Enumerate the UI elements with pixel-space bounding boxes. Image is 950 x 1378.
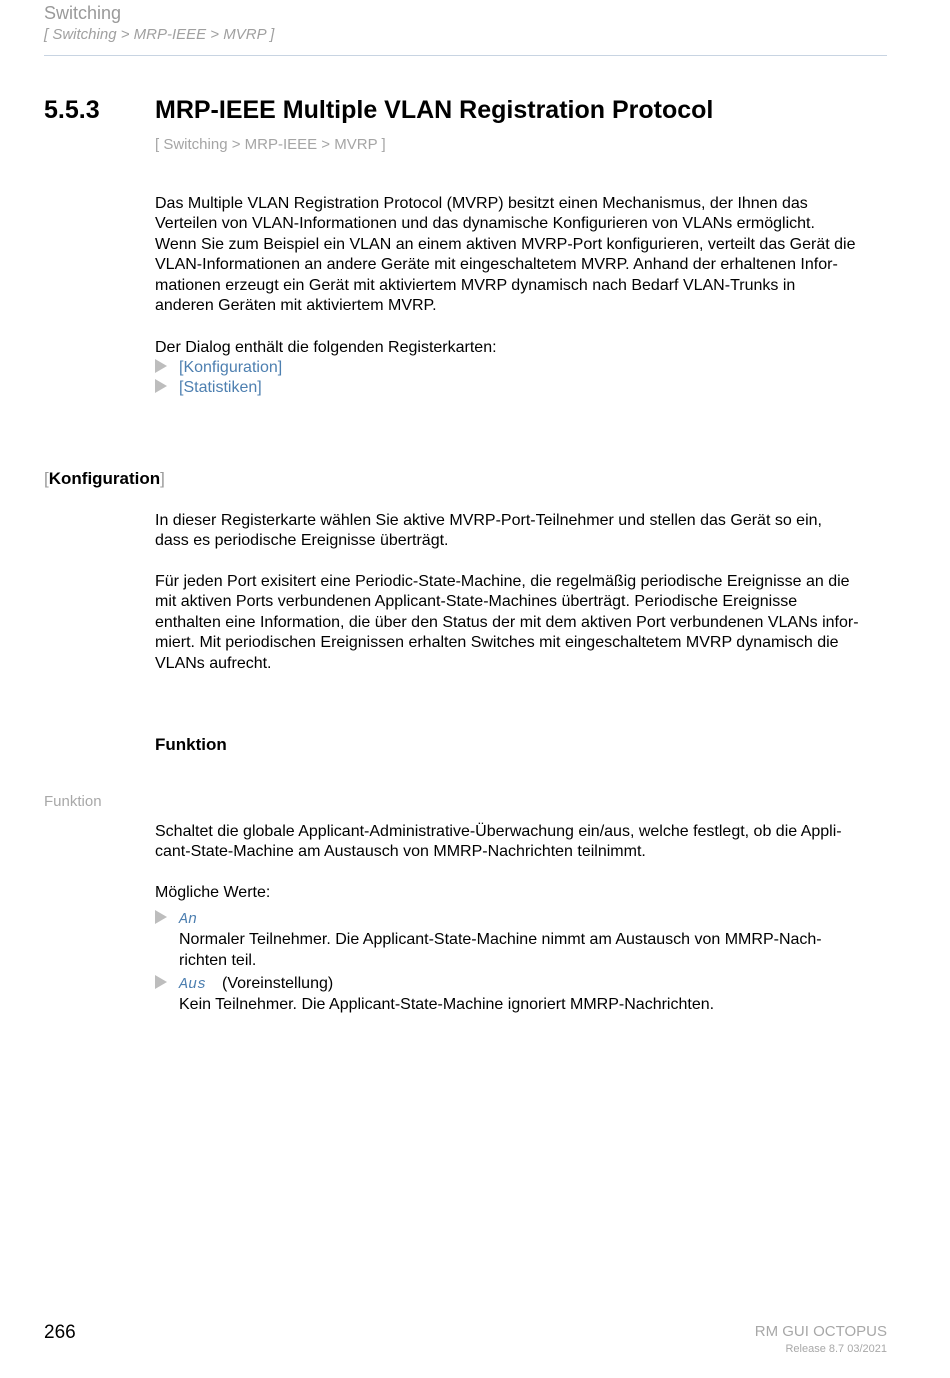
tabs-intro: Der Dialog enthält die folgenden Registerkarten: bbox=[155, 339, 497, 356]
section-breadcrumb: [ Switching > MRP-IEEE > MVRP ] bbox=[155, 136, 386, 153]
footer-product: RM GUI OCTOPUS bbox=[754, 1323, 887, 1340]
tab-link-item[interactable] bbox=[155, 378, 262, 398]
funktion-heading: Funktion bbox=[155, 735, 227, 754]
value-code-aus: Aus bbox=[179, 976, 207, 993]
section-number: 5.5.3 bbox=[44, 96, 100, 124]
value-default-note: (Voreinstellung) bbox=[222, 975, 334, 992]
intro-paragraph: Das Multiple VLAN Registration Protocol (MVRP) besitzt einen Mechanismus, der Ihnen das Verteilen von VLAN-Informationen und das dynamische Konfigurieren von VLANs ermöglicht. Wenn Sie zum Beispiel ein VLAN an einem aktiven MVRP-Port konfigurieren, verteilt das Gerät die VLAN-Informationen an andere Geräte mit eingeschaltetem MVRP. Anhand der erhaltenen Infor- mationen erzeugt ein Gerät mit aktiviertem MVRP dynamisch nach Bedarf VLAN-Trunks in anderen Geräten mit aktiviertem MVRP. bbox=[155, 195, 856, 315]
possible-values-label: Mögliche Werte: bbox=[155, 884, 271, 901]
value-item-aus: Aus (Voreinstellung) Kein Teilnehmer. Die Applicant-State-Machine ignoriert MMRP-Nachrichten. bbox=[155, 974, 714, 1016]
bullet-triangle-icon bbox=[155, 910, 167, 924]
page-number: 266 bbox=[44, 1322, 76, 1343]
value-code-an: An bbox=[179, 911, 198, 928]
header-divider bbox=[44, 55, 887, 56]
running-header-title: Switching bbox=[44, 3, 122, 23]
section-title: MRP-IEEE Multiple VLAN Registration Protocol bbox=[155, 96, 714, 124]
value-item-an: An Normaler Teilnehmer. Die Applicant-State-Machine nimmt am Austausch von MMRP-Nach- richten teil. bbox=[155, 909, 822, 971]
konfiguration-paragraph-2: Für jeden Port exisitert eine Periodic-State-Machine, die regelmäßig periodische Ereignisse an die mit aktiven Ports verbundenen Applicant-State-Machines überträgt. Periodische Ereignisse enthalten eine Information, die über den Status der mit dem aktiven Port verbundenen VLANs infor- miert. Mit periodischen Ereignissen erhalten Switches mit eingeschaltetem MVRP dynamisch die VLANs aufrecht. bbox=[155, 573, 859, 672]
funktion-side-label: Funktion bbox=[44, 793, 102, 810]
tab-link-konfiguration[interactable]: [Konfiguration] bbox=[179, 359, 283, 376]
running-header-breadcrumb: [ Switching > MRP-IEEE > MVRP ] bbox=[44, 26, 275, 43]
konfiguration-paragraph-1: In dieser Registerkarte wählen Sie aktive MVRP-Port-Teilnehmer und stellen das Gerät so ein, dass es periodische Ereignisse überträgt. bbox=[155, 512, 822, 550]
tab-link-item[interactable] bbox=[155, 358, 282, 378]
bullet-triangle-icon bbox=[155, 975, 167, 989]
funktion-description: Schaltet die globale Applicant-Administrative-Überwachung ein/aus, welche festlegt, ob die Appli- cant-State-Machine am Austausch von MMRP-Nachrichten teilnimmt. bbox=[155, 823, 842, 861]
bullet-triangle-icon bbox=[155, 379, 167, 393]
footer-release: Release 8.7 03/2021 bbox=[785, 1343, 887, 1355]
subsection-title-konfiguration: [Konfiguration] bbox=[44, 469, 165, 488]
bullet-triangle-icon bbox=[155, 359, 167, 373]
tab-link-statistiken[interactable]: [Statistiken] bbox=[179, 379, 262, 396]
